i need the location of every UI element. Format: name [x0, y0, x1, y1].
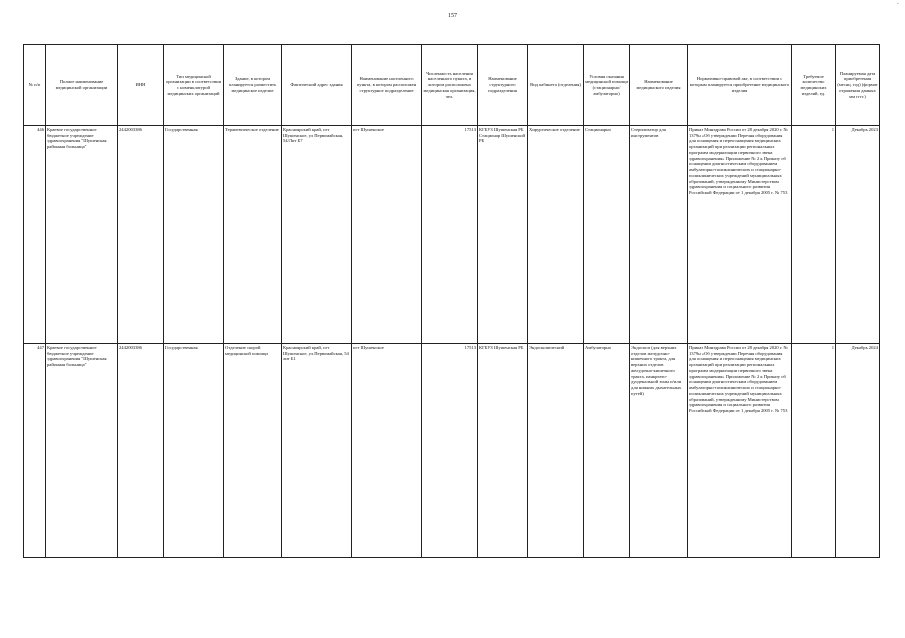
row-number: 447 [24, 344, 46, 558]
col-header: Условия оказания медицинской помощи (стационарно/ амбулаторно) [584, 45, 630, 126]
col-header: Фактический адрес здания [282, 45, 352, 126]
building: Терапевтическое отделение [224, 126, 282, 344]
quantity: 1 [792, 344, 836, 558]
inn: 2442003386 [118, 126, 164, 344]
planned-date: Декабрь 2024 [836, 344, 880, 558]
org-name: Краевое государственное бюджетное учреждение здравоохранения "Шушенская районная больница" [46, 344, 118, 558]
cabinet-type: Эндоскопический [528, 344, 584, 558]
population: 17513 [422, 126, 478, 344]
org-type: Государственная [164, 126, 224, 344]
inn: 2442003386 [118, 344, 164, 558]
page-number: 157 [448, 13, 457, 19]
table-row [24, 344, 880, 558]
col-header: Наименование медицинского изделия [630, 45, 688, 126]
col-header: № п/п [24, 45, 46, 126]
col-header: Наименование населенного пункта, в котором расположен структурное подразделение [352, 45, 422, 126]
col-header: ИНН [118, 45, 164, 126]
header-row [24, 45, 880, 126]
corner-mark: - [897, 2, 899, 7]
col-header: Нормативно-правовой акт, в соответствии с которым планируется приобретение медицинского изделия [688, 45, 792, 126]
col-header: Тип медицинской организации в соответствии с номенклатурой медицинских организаций [164, 45, 224, 126]
quantity: 1 [792, 126, 836, 344]
legal-act: Приказ Минздрава России от 28 декабря 2020 г. № 1379н «Об утверждении Перечня оборудования для оснащения и переоснащения медицинских организаций при реализации региональных программ модернизации первичного звена здравоохранения» Приложение № 2 к Приказу об оснащении диагностическим оборудованием амбулаторно-поликлинических и стационарно-поликлинических учреждений муниципальных образований, утвержденному Министерством здравоохранения и социального развития Российской Федерации от 1 декабря 2005 г. № 753 [688, 344, 792, 558]
col-header: Полное наименование медицинской организации [46, 45, 118, 126]
planned-date: Декабрь 2023 [836, 126, 880, 344]
care-conditions: Стационарно [584, 126, 630, 344]
col-header: Здание, в котором планируется разместить медицинское изделие [224, 45, 282, 126]
col-header: Вид кабинета (отделения) [528, 45, 584, 126]
legal-act: Приказ Минздрава России от 28 декабря 2020 г. № 1379н «Об утверждении Перечня оборудования для оснащения и переоснащения медицинских организаций при реализации региональных программ модернизации первичного звена здравоохранения» Приложение № 2 к Приказу об оснащении диагностическим оборудованием амбулаторно-поликлинических и стационарно-поликлинических учреждений муниципальных образований, утвержденному Министерством здравоохранения и социального развития Российской Федерации от 1 декабря 2005 г. № 753 [688, 126, 792, 344]
org-name: Краевое государственное бюджетное учреждение здравоохранения "Шушенская районная больница" [46, 126, 118, 344]
building: Отделение скорой медицинской помощи [224, 344, 282, 558]
population: 17513 [422, 344, 478, 558]
equipment-table [23, 44, 880, 558]
care-conditions: Амбулаторно [584, 344, 630, 558]
col-header: Численность населения населенного пункта, в котором расположена медицинская организация, чел. [422, 45, 478, 126]
device-name: Стерилизатор для инструментов [630, 126, 688, 344]
org-type: Государственная [164, 344, 224, 558]
cabinet-type: Хирургическое отделение [528, 126, 584, 344]
unit: КГБУЗ Шушенская РБ Стационар Шушенской РБ [478, 126, 528, 344]
device-name: Эндоскоп (для верхних отделов желудочно-кишечного тракта, для верхних отделов желудочно-кишечного тракта, панкреато-дуоденальной зоны и/или для нижних дыхательных путей) [630, 344, 688, 558]
unit: КГБУЗ Шушенская РБ [478, 344, 528, 558]
table-row [24, 126, 880, 344]
address: Красноярский край, пгт Шушенское, ул Первомайская, 54/Лит Б7 [282, 126, 352, 344]
col-header: Планируемая дата приобретения (месяц. год) (формат отражения данных мм гггг.) [836, 45, 880, 126]
locality: пгт Шушенское [352, 126, 422, 344]
row-number: 446 [24, 126, 46, 344]
address: Красноярский край, пгт Шушенское, ул.Первомайская, 54 лит Б1 [282, 344, 352, 558]
col-header: Требуемое количество медицинских изделий, ед. [792, 45, 836, 126]
locality: пгт Шушенское [352, 344, 422, 558]
col-header: Наименование структурного подразделения [478, 45, 528, 126]
